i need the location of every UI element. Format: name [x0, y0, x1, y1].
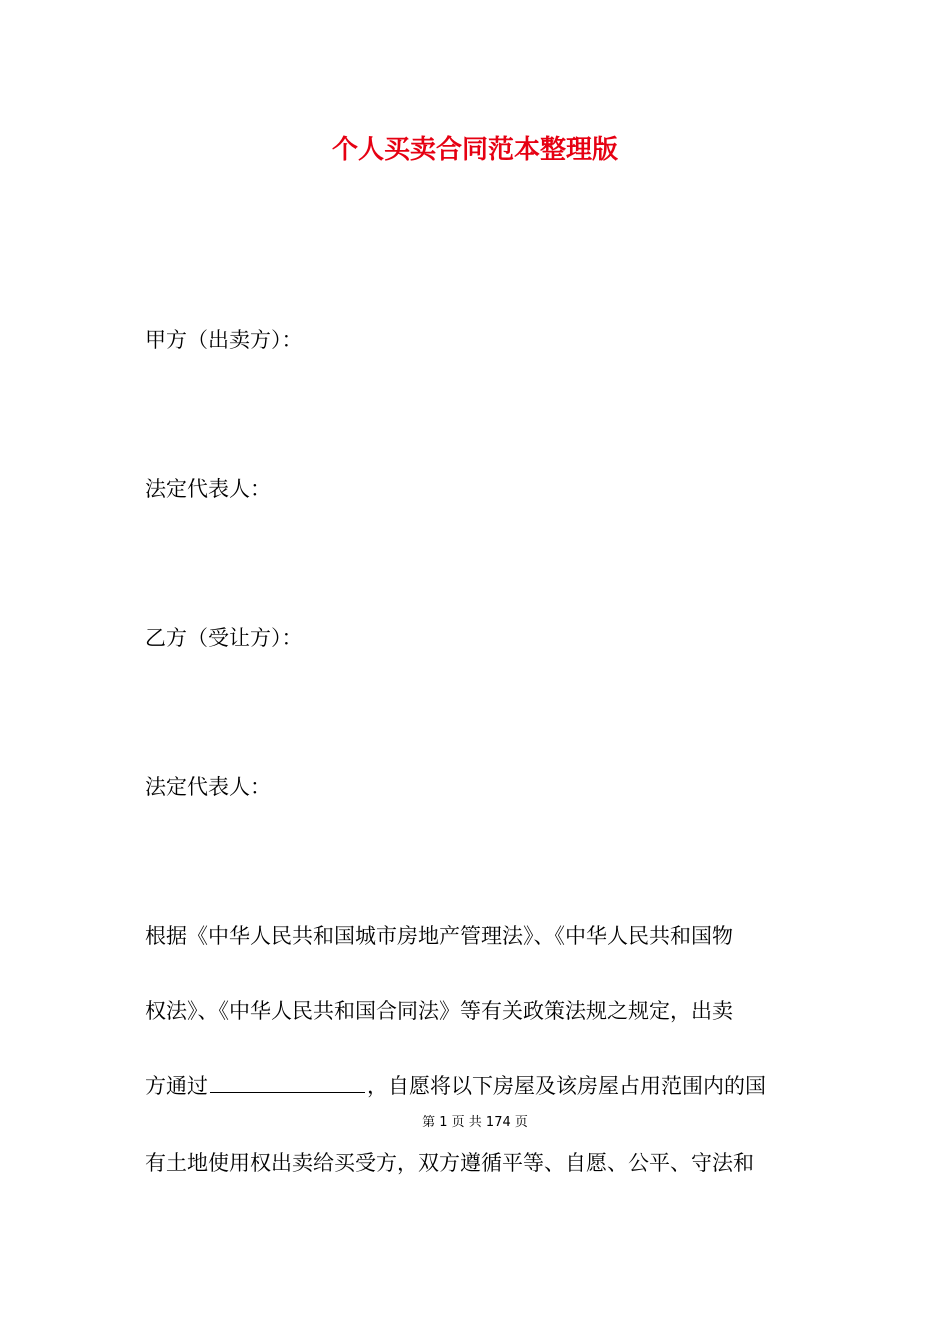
paragraph-line-1: 根据《中华人民共和国城市房地产管理法》、《中华人民共和国物 [145, 924, 733, 948]
paragraph-line-3 [145, 1071, 766, 1101]
paragraph-line-2: 权法》、《中华人民共和国合同法》等有关政策法规之规定，出卖 [145, 999, 733, 1023]
paragraph-line-4: 有土地使用权出卖给买受方，双方遵循平等、自愿、公平、守法和 [145, 1151, 754, 1175]
fill-in-blank [210, 1072, 365, 1093]
party-a-line: 甲方（出卖方）： [145, 328, 303, 352]
document-title: 个人买卖合同范本整理版 [331, 135, 618, 165]
paragraph-line-3-prefix: 方通过 [145, 1074, 208, 1098]
page-number-footer: 第 1 页 共 174 页 [422, 1115, 528, 1130]
party-b-line: 乙方（受让方）： [145, 626, 303, 650]
party-b-representative-line: 法定代表人： [145, 775, 271, 799]
paragraph-line-3-suffix: ，自愿将以下房屋及该房屋占用范围内的国 [367, 1074, 766, 1098]
party-a-representative-line: 法定代表人： [145, 477, 271, 501]
